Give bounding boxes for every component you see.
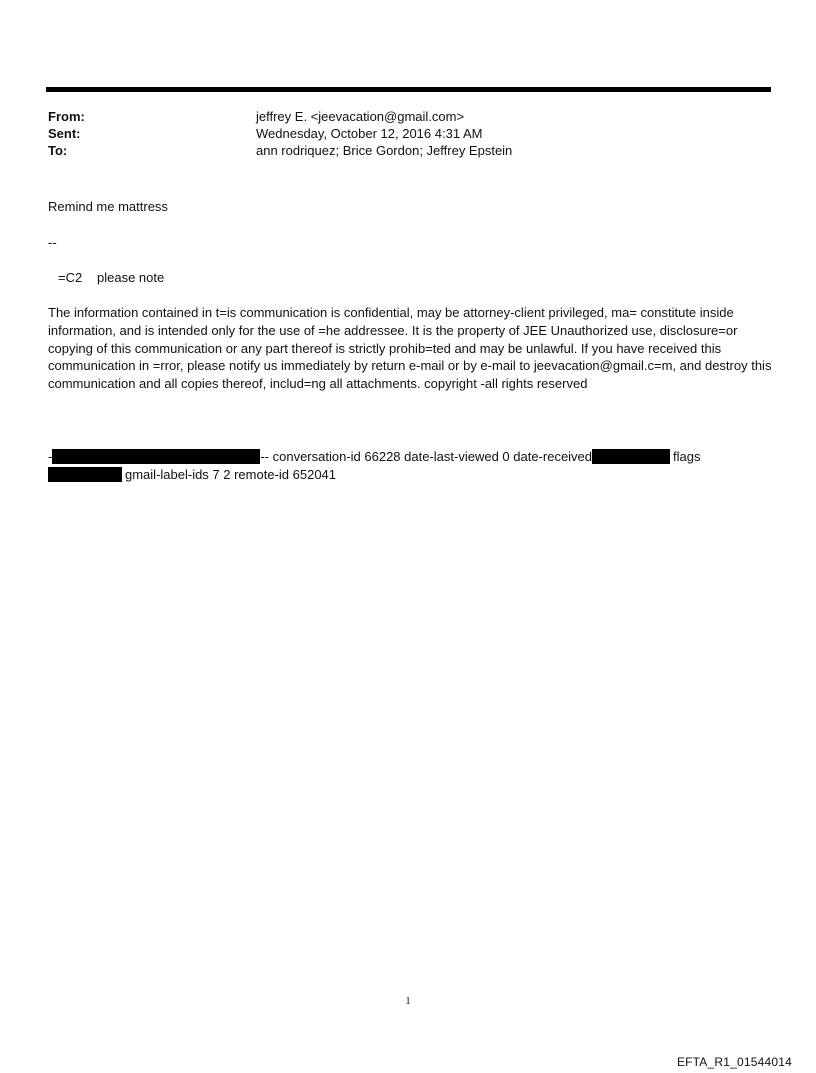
message-body: Remind me mattress xyxy=(48,199,168,214)
metadata-line-1 xyxy=(48,448,748,466)
from-label: From: xyxy=(48,109,85,124)
document-id: EFTA_R1_01544014 xyxy=(676,1055,792,1069)
from-row xyxy=(48,108,768,125)
redaction-box xyxy=(48,467,122,482)
from-value: jeffrey E. <jeevacation@gmail.com> xyxy=(256,109,465,124)
metadata-prefix: - xyxy=(48,449,53,464)
metadata-labels: gmail-label-ids 7 2 remote-id 652041 xyxy=(125,467,337,482)
redaction-box xyxy=(592,449,670,464)
metadata-flags: flags xyxy=(673,449,701,464)
header-divider xyxy=(46,87,771,92)
sent-label: Sent: xyxy=(48,126,81,141)
sent-value: Wednesday, October 12, 2016 4:31 AM xyxy=(256,126,483,141)
to-label: To: xyxy=(48,143,68,158)
message-metadata xyxy=(48,448,748,484)
sent-row xyxy=(48,125,768,142)
note-line xyxy=(58,269,164,286)
email-header xyxy=(48,108,768,159)
metadata-line-2 xyxy=(48,466,748,484)
metadata-conversation: -- conversation-id 66228 date-last-viewed 0 date-received xyxy=(260,449,593,464)
redaction-box xyxy=(52,449,260,464)
to-value: ann rodriquez; Brice Gordon; Jeffrey Epstein xyxy=(256,143,513,158)
signature-separator: -- xyxy=(48,235,57,250)
note-text: please note xyxy=(97,270,165,285)
page-number: 1 xyxy=(405,995,411,1007)
to-row xyxy=(48,142,768,159)
confidentiality-disclaimer: The information contained in t=is communication is confidential, may be attorney-client privileged, ma= constitute inside information, and is intended only for the use of =he addressee. It is the property of JEE Unauthorized use, disclosure=or copying of this communication or any part thereof is strictly prohib=ted and may be unlawful. If you have received this communication in =rror, please notify us immediately by return e-mail or by e-mail to jeevacation@gmail.c=m, and destroy this communication and all copies thereof, includ=ng all attachments. copyright -all rights reserved xyxy=(48,305,772,392)
note-code: =C2 xyxy=(58,270,83,285)
